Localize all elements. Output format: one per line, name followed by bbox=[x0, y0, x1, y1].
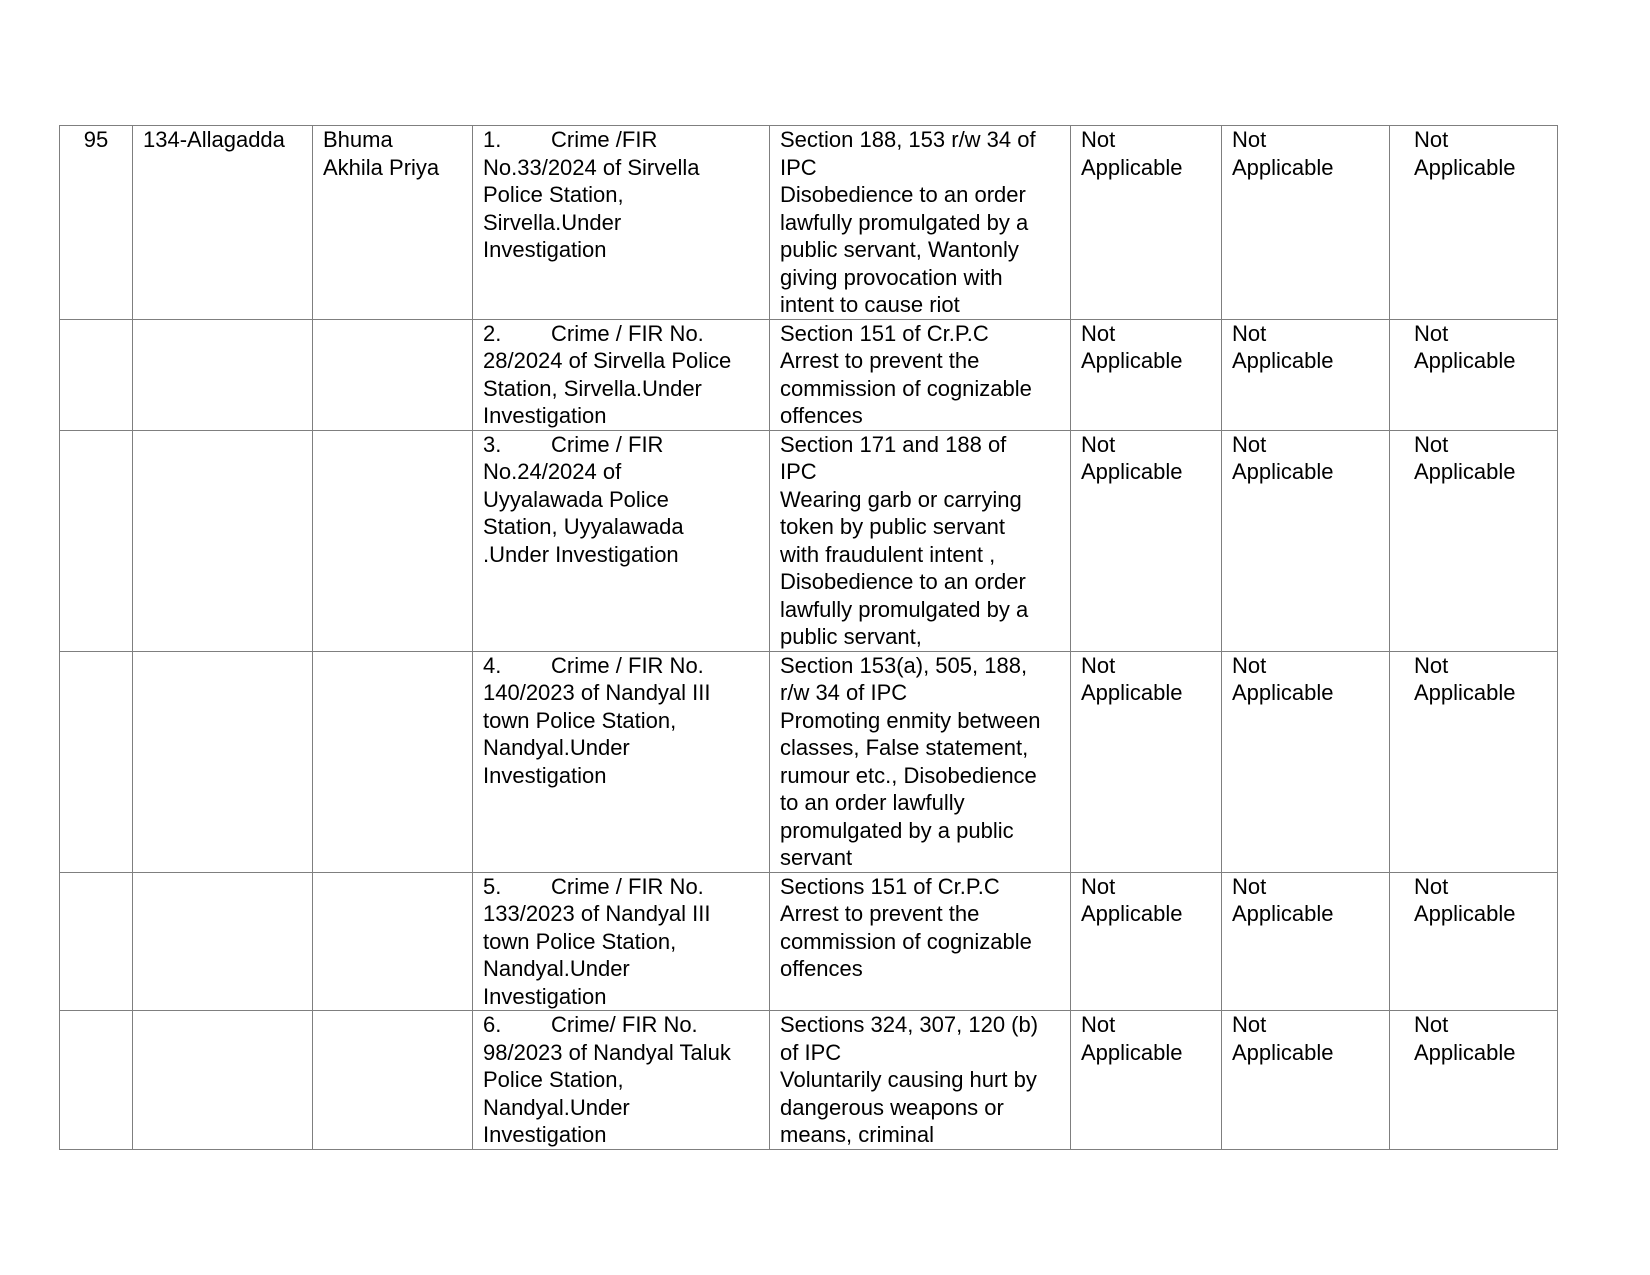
column-7-cell: Not Applicable bbox=[1222, 651, 1390, 872]
case-text: Crime / FIR No.24/2024 of Uyyalawada Police Station, Uyyalawada .Under Investigation bbox=[483, 431, 684, 567]
case-text: Crime /FIR No.33/2024 of Sirvella Police Station, Sirvella.Under Investigation bbox=[483, 127, 700, 262]
candidate-name-cell bbox=[313, 430, 473, 651]
case-text: Crime/ FIR No. 98/2023 of Nandyal Taluk Police Station, Nandyal.Under Investigation bbox=[483, 1012, 731, 1147]
column-8-cell: Not Applicable bbox=[1390, 1011, 1558, 1150]
case-number: 4. bbox=[483, 652, 502, 678]
column-8-cell: Not Applicable bbox=[1390, 651, 1558, 872]
case-details-cell bbox=[473, 126, 770, 320]
case-number: 3. bbox=[483, 431, 502, 457]
constituency-cell bbox=[133, 319, 313, 430]
sections-cell: Section 188, 153 r/w 34 of IPC Disobedience to an order lawfully promulgated by a public servant, Wantonly giving provocation with intent to cause riot bbox=[770, 126, 1071, 320]
candidate-name-cell: Bhuma Akhila Priya bbox=[313, 126, 473, 320]
column-6-cell: Not Applicable bbox=[1071, 430, 1222, 651]
case-details-cell bbox=[473, 872, 770, 1011]
table-row bbox=[60, 651, 1558, 872]
column-6-cell: Not Applicable bbox=[1071, 1011, 1222, 1150]
column-8-cell: Not Applicable bbox=[1390, 872, 1558, 1011]
case-details-cell bbox=[473, 651, 770, 872]
criminal-cases-table bbox=[59, 125, 1558, 1150]
case-number: 1. bbox=[483, 127, 502, 152]
sections-cell: Sections 324, 307, 120 (b) of IPC Voluntarily causing hurt by dangerous weapons or means, criminal bbox=[770, 1011, 1071, 1150]
column-6-cell: Not Applicable bbox=[1071, 872, 1222, 1011]
constituency-cell: 134-Allagadda bbox=[133, 126, 313, 320]
constituency-cell bbox=[133, 651, 313, 872]
candidate-name-cell bbox=[313, 1011, 473, 1150]
case-number: 5. bbox=[483, 873, 502, 899]
case-details-cell bbox=[473, 430, 770, 651]
column-6-cell: Not Applicable bbox=[1071, 651, 1222, 872]
column-7-cell: Not Applicable bbox=[1222, 126, 1390, 320]
case-text: Crime / FIR No. 140/2023 of Nandyal III town Police Station, Nandyal.Under Investigation bbox=[483, 652, 711, 788]
serial-number-cell bbox=[60, 1011, 133, 1150]
column-6-cell: Not Applicable bbox=[1071, 126, 1222, 320]
column-8-cell: Not Applicable bbox=[1390, 319, 1558, 430]
constituency-cell bbox=[133, 1011, 313, 1150]
serial-number-cell bbox=[60, 651, 133, 872]
serial-number-cell bbox=[60, 872, 133, 1011]
case-details-cell bbox=[473, 1011, 770, 1150]
serial-number-cell: 95 bbox=[60, 126, 133, 320]
candidate-name-cell bbox=[313, 872, 473, 1011]
table-row bbox=[60, 872, 1558, 1011]
column-8-cell: Not Applicable bbox=[1390, 126, 1558, 320]
case-number: 2. bbox=[483, 320, 502, 346]
column-8-cell: Not Applicable bbox=[1390, 430, 1558, 651]
column-7-cell: Not Applicable bbox=[1222, 430, 1390, 651]
sections-cell: Section 171 and 188 of IPC Wearing garb or carrying token by public servant with fraudulent intent , Disobedience to an order lawfully promulgated by a public servant, bbox=[770, 430, 1071, 651]
table-row bbox=[60, 126, 1558, 320]
case-details-cell bbox=[473, 319, 770, 430]
case-number: 6. bbox=[483, 1012, 502, 1037]
table-row bbox=[60, 319, 1558, 430]
constituency-cell bbox=[133, 430, 313, 651]
sections-cell: Section 153(a), 505, 188, r/w 34 of IPC Promoting enmity between classes, False statement, rumour etc., Disobedience to an order lawfully promulgated by a public servant bbox=[770, 651, 1071, 872]
column-7-cell: Not Applicable bbox=[1222, 319, 1390, 430]
table-row bbox=[60, 1011, 1558, 1150]
serial-number-cell bbox=[60, 319, 133, 430]
column-6-cell: Not Applicable bbox=[1071, 319, 1222, 430]
candidate-name-cell bbox=[313, 319, 473, 430]
case-text: Crime / FIR No. 28/2024 of Sirvella Police Station, Sirvella.Under Investigation bbox=[483, 320, 732, 428]
sections-cell: Section 151 of Cr.P.C Arrest to prevent the commission of cognizable offences bbox=[770, 319, 1071, 430]
serial-number-cell bbox=[60, 430, 133, 651]
constituency-cell bbox=[133, 872, 313, 1011]
table-row bbox=[60, 430, 1558, 651]
column-7-cell: Not Applicable bbox=[1222, 1011, 1390, 1150]
sections-cell: Sections 151 of Cr.P.C Arrest to prevent the commission of cognizable offences bbox=[770, 872, 1071, 1011]
column-7-cell: Not Applicable bbox=[1222, 872, 1390, 1011]
case-text: Crime / FIR No. 133/2023 of Nandyal III town Police Station, Nandyal.Under Investigation bbox=[483, 873, 711, 1009]
candidate-name-cell bbox=[313, 651, 473, 872]
